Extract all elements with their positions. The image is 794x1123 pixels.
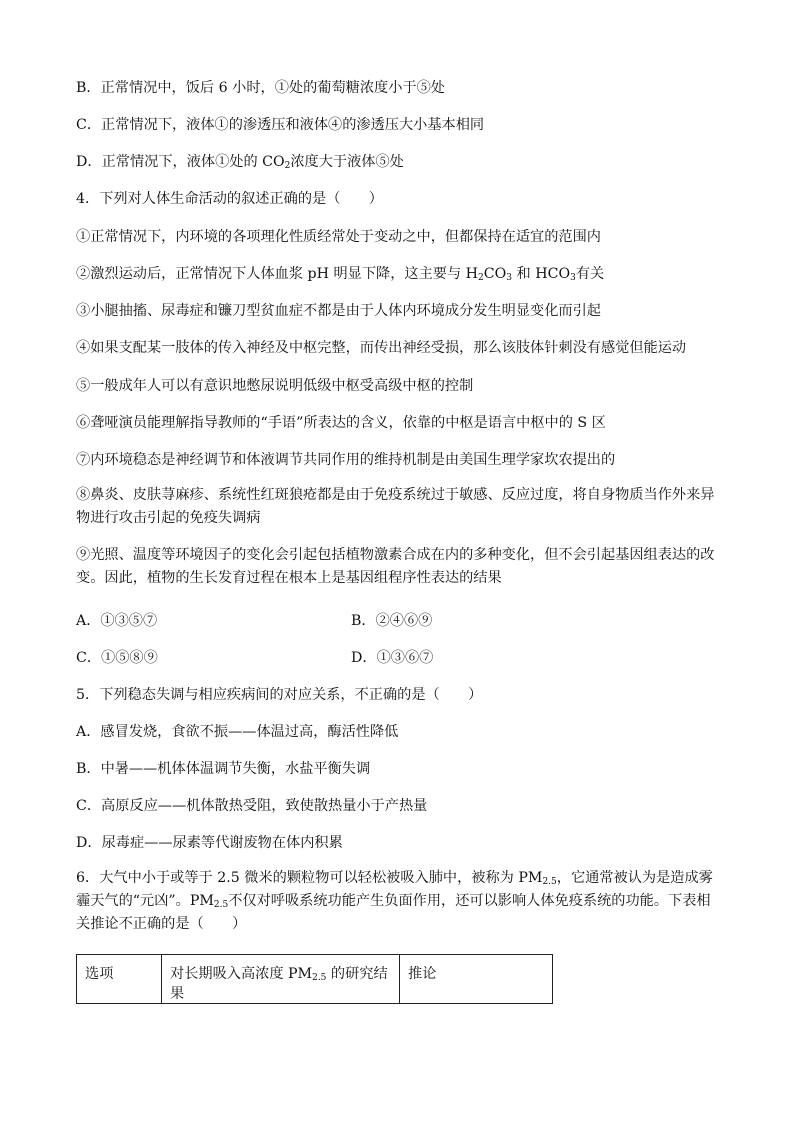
q4-statement-2-sub-2: 3 [506,273,513,283]
q4-option-b-text: B．②④⑥⑨ [351,613,433,629]
q5-option-d [76,834,726,852]
q4-statement-2-text-c: 和 HCO [512,266,571,282]
q4-statement-2-text-d: 有关 [575,266,605,282]
q4-statement-4 [76,339,726,357]
q4-option-d [351,649,681,667]
q3-option-d-text-a: D．正常情况下，液体①处的 CO [76,154,285,170]
q3-option-b [76,79,726,97]
q4-statement-3-text: ③小腿抽搐、尿毒症和镰刀型贫血症不都是由于人体内环境成分发生明显变化而引起 [76,303,601,319]
q6-table-header-row [77,955,553,1004]
q4-statement-6 [76,414,726,432]
q6-table [76,954,553,1004]
q4-statement-8-text: ⑧鼻炎、皮肤荨麻疹、系统性红斑狼疮都是由于免疫系统过于敏感、反应过度，将自身物质当作外来异物进行攻击引起的免疫失调病 [76,487,715,526]
q4-stem [76,190,726,208]
q5-stem [76,686,726,704]
q6-table-header-option [77,955,162,1004]
q4-statement-7 [76,451,726,469]
q5-option-b-text: B．中暑——机体体温调节失衡，水盐平衡失调 [76,761,371,777]
q6-stem-text-a: 6．大气中小于或等于 2.5 微米的颗粒物可以轻松被吸入肺中，被称为 PM [76,870,543,886]
q3-option-d [76,153,726,171]
q3-option-b-text: B．正常情况中，饭后 6 小时，①处的葡萄糖浓度小于⑤处 [76,80,445,96]
q6-stem-sub-1: 2.5 [542,877,557,887]
q5-option-c [76,797,726,815]
q5-option-b [76,760,726,778]
q4-statement-5 [76,377,726,395]
q6-table-header-result-text-b: 的研究结果 [170,966,388,1002]
q5-option-a-text: A．感冒发烧，食欲不振——体温过高，酶活性降低 [76,724,399,740]
q4-statement-1 [76,228,726,246]
q6-stem [76,867,724,936]
q5-option-d-text: D．尿毒症——尿素等代谢废物在体内积累 [76,835,343,851]
q4-statement-2-sub-1: 2 [478,273,484,283]
q5-option-c-text: C．高原反应——机体散热受阻，致使散热量小于产热量 [76,798,428,814]
q4-statement-1-text: ①正常情况下，内环境的各项理化性质经常处于变动之中，但都保持在适宜的范围内 [76,229,601,245]
q4-statement-4-text: ④如果支配某一肢体的传入神经及中枢完整，而传出神经受损，那么该肢体针刺没有感觉但能运动 [76,340,687,356]
q4-statement-6-text: ⑥聋哑演员能理解指导教师的“手语”所表达的含义，依靠的中枢是语言中枢中的 S 区 [76,415,606,431]
q4-statement-2-text-a: ②激烈运动后，正常情况下人体血浆 pH 明显下降，这主要与 H [76,266,479,282]
q6-table-header-result-text-a: 对长期吸入高浓度 PM [170,966,313,982]
q4-statement-9-text: ⑨光照、温度等环境因子的变化会引起包括植物激素合成在内的多种变化，但不会引起基因组表达的改变。因此，植物的生长发育过程在根本上是基因组程序性表达的结果 [76,547,715,586]
q6-table-header-inference-text: 推论 [408,966,437,982]
q4-statement-5-text: ⑤一般成年人可以有意识地憋尿说明低级中枢受高级中枢的控制 [76,378,474,394]
q4-option-a-text: A．①③⑤⑦ [76,613,158,629]
q3-option-c [76,116,726,134]
q6-table-header-inference [400,955,553,1004]
q4-statement-2-sub-3: 3 [570,273,576,283]
q4-statement-8 [76,484,726,530]
q6-stem-text-c: 不仅对呼吸系统功能产生负面作用，还可以影响人体免疫系统的功能。下表相关推论不正确的是（ ） [76,893,711,932]
q5-option-a [76,723,726,741]
q4-statement-7-text: ⑦内环境稳态是神经调节和体液调节共同作用的维持机制是由美国生理学家坎农提出的 [76,452,616,468]
q6-table-header-option-text: 选项 [85,966,114,982]
q3-option-d-text-b: 浓度大于液体⑤处 [290,154,404,170]
q5-stem-text: 5．下列稳态失调与相应疾病间的对应关系，不正确的是（ ） [76,687,483,703]
q6-table-header-result-sub: 2.5 [312,973,327,983]
q4-statement-2 [76,265,726,283]
q4-statement-3 [76,302,726,320]
q6-table-header-result [162,955,400,1004]
q6-stem-sub-2: 2.5 [213,900,229,910]
q3-option-c-text: C．正常情况下，液体①的渗透压和液体④的渗透压大小基本相同 [76,117,485,133]
q6-stem-text-b: ，它通常被认为是造成雾霾天气的“元凶”。PM [76,870,713,909]
q4-statement-9 [76,544,726,590]
q4-option-d-text: D．①③⑥⑦ [351,650,434,666]
q4-option-b [351,612,681,630]
q4-statement-2-text-b: CO [483,266,507,282]
q4-stem-text: 4．下列对人体生命活动的叙述正确的是（ ） [76,191,383,207]
q4-option-c-text: C．①⑤⑧⑨ [76,650,158,666]
q3-option-d-subscript: 2 [284,161,291,171]
